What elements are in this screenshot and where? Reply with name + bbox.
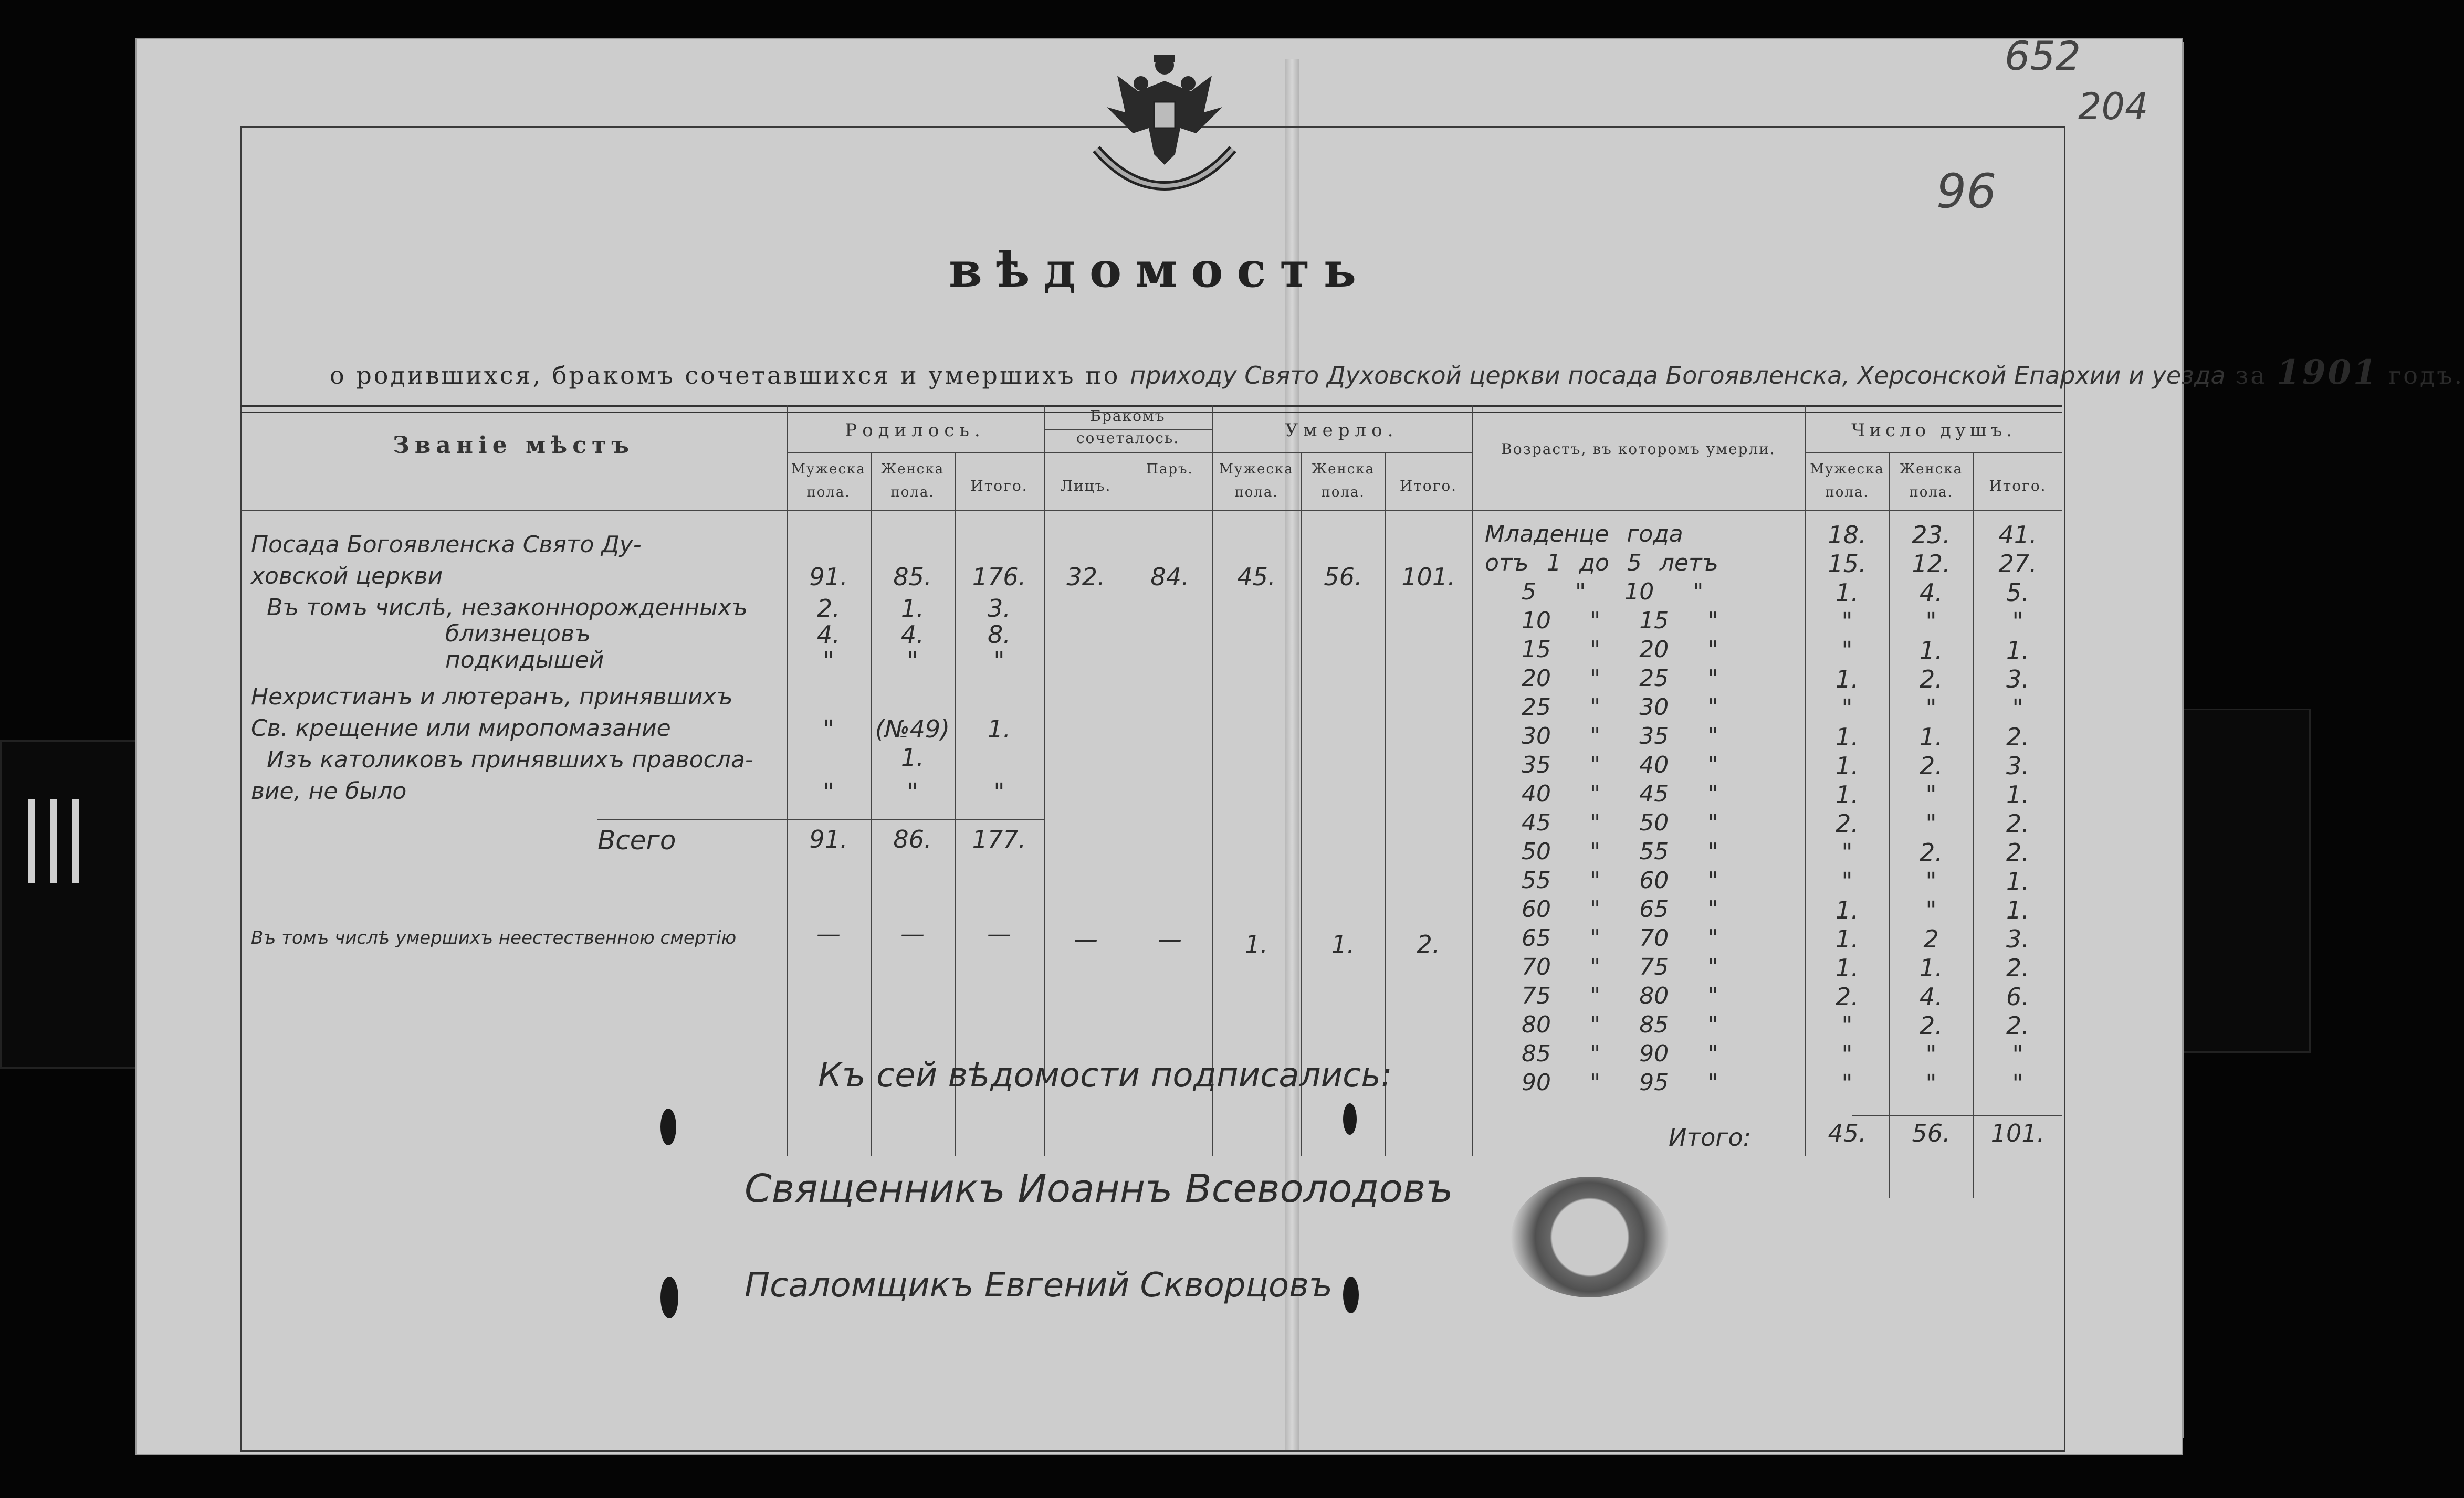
header-died-total: Итого. — [1399, 477, 1458, 494]
age-total: 2. — [2006, 838, 2029, 867]
subheader-rule — [1805, 452, 2062, 453]
archive-number-right: 204 — [2078, 85, 2148, 128]
age-male: " — [1841, 636, 1853, 664]
unnatural-born-female: — — [900, 920, 925, 948]
document-page — [135, 33, 2464, 1455]
age-total: " — [2012, 694, 2023, 722]
document-title: вѣдомость — [948, 241, 1370, 298]
row-born-t: " — [993, 778, 1005, 806]
age-female: 12. — [1912, 550, 1951, 578]
ink-blot — [660, 1109, 676, 1145]
age-range: 25 " 30 " — [1522, 694, 1718, 721]
header-age: Возрастъ, въ которомъ умерли. — [1501, 440, 1776, 458]
header-born-male: Мужеска пола. — [791, 461, 866, 501]
age-male: 1. — [1836, 578, 1859, 607]
ink-blot — [1343, 1277, 1359, 1313]
unnatural-label: Въ томъ числѣ умершихъ неестественною смертiю — [251, 927, 737, 948]
age-total: 41. — [1998, 521, 2037, 549]
age-total: " — [2012, 1069, 2023, 1098]
ages-total-label: Итого: — [1669, 1123, 1752, 1152]
col-divider — [1044, 405, 1045, 1156]
header-died: Умерло. — [1285, 420, 1399, 441]
age-female: " — [1925, 1069, 1937, 1098]
age-total: 3. — [2006, 752, 2029, 780]
header-place: Званiе мѣстъ — [392, 432, 634, 459]
age-total: 1. — [2006, 867, 2029, 895]
row-born-m: 4. — [817, 620, 840, 649]
header-born: Родилось. — [845, 420, 985, 441]
age-range: 85 " 90 " — [1522, 1040, 1718, 1067]
row-born-t: 3. — [988, 594, 1011, 623]
age-female: 23. — [1912, 521, 1951, 549]
age-range: 5 " 10 " — [1522, 578, 1704, 605]
age-total: 3. — [2006, 925, 2029, 953]
row-place: вие, не было — [251, 778, 407, 805]
header-married-persons: Лицъ. — [1060, 477, 1112, 494]
age-total: 1. — [2006, 780, 2029, 809]
age-male: 15. — [1828, 550, 1867, 578]
ages-total-male: 45. — [1828, 1119, 1867, 1147]
double-headed-eagle-emblem — [1075, 44, 1254, 202]
age-total: 6. — [2006, 983, 2029, 1011]
col-divider — [1301, 452, 1302, 1156]
age-female: 2. — [1920, 1011, 1943, 1040]
row-born-m: " — [823, 778, 834, 806]
row-born-m: 91. — [809, 563, 848, 591]
row-place: Изъ католиковъ принявшихъ правосла- — [267, 746, 753, 773]
row-place: ховской церкви — [251, 563, 443, 589]
age-male: 1. — [1836, 780, 1859, 809]
age-male: " — [1841, 1011, 1853, 1040]
header-souls-female: Женска пола. — [1899, 461, 1963, 501]
row-born-f: " — [907, 778, 918, 806]
age-range: 80 " 85 " — [1522, 1011, 1718, 1038]
age-female: " — [1925, 780, 1937, 809]
ink-blot — [660, 1277, 678, 1318]
psalmist-signature: Псаломщикъ Евгений Скворцовъ — [745, 1266, 1333, 1305]
age-range: 35 " 40 " — [1522, 752, 1718, 778]
age-female: 2. — [1920, 665, 1943, 693]
age-male: 1. — [1836, 665, 1859, 693]
parish-seal-stamp — [1511, 1177, 1669, 1297]
row-place: Св. крещение или миропомазание — [251, 715, 671, 742]
age-range: 45 " 50 " — [1522, 809, 1718, 836]
priest-signature: Священникъ Иоаннъ Всеволодовъ — [745, 1166, 1453, 1211]
archive-number-corner: 96 — [1936, 164, 1997, 219]
unnatural-born-total: — — [987, 920, 1011, 948]
row-born-t: 8. — [988, 620, 1011, 649]
age-male: 1. — [1836, 954, 1859, 982]
subtitle-parish-handwritten: приходу Свято Духовской церкви посада Богоявленска, Херсонской Епархии и уезда — [1130, 361, 2226, 389]
age-range: 20 " 25 " — [1522, 665, 1718, 692]
age-total: 2. — [2006, 809, 2029, 838]
ink-blot — [1343, 1103, 1357, 1135]
age-range: 90 " 95 " — [1522, 1069, 1718, 1096]
age-female: " — [1925, 809, 1937, 838]
ages-total-total: 101. — [1990, 1119, 2045, 1147]
row-place: Въ томъ числѣ, незаконнорожденныхъ — [267, 594, 748, 621]
age-total: 27. — [1998, 550, 2037, 578]
age-female: 1. — [1920, 723, 1943, 751]
unnatural-died-male: 1. — [1245, 930, 1268, 958]
age-male: 1. — [1836, 723, 1859, 751]
row-born-t: 1. — [988, 715, 1011, 743]
age-male: " — [1841, 838, 1853, 867]
age-female: " — [1925, 896, 1937, 924]
age-range: 40 " 45 " — [1522, 780, 1718, 807]
total-born-male: 91. — [809, 825, 848, 853]
age-male: 2. — [1836, 809, 1859, 838]
subtitle-za: за — [2235, 361, 2267, 389]
total-born-female: 86. — [893, 825, 932, 853]
row-born-m: " — [823, 647, 834, 675]
subtitle-printed-end: годъ. — [2388, 361, 2464, 389]
age-male: " — [1841, 1040, 1853, 1069]
row-born-f: (№49) 1. — [875, 715, 950, 772]
age-total: 2. — [2006, 954, 2029, 982]
col-divider — [1212, 437, 1213, 1156]
header-souls: Число душъ. — [1851, 420, 2016, 441]
header-born-female: Женска пола. — [880, 461, 945, 501]
header-souls-total: Итого. — [1989, 477, 2047, 494]
subheader-rule — [787, 452, 1472, 453]
row-born-t: " — [993, 647, 1005, 675]
total-label: Всего — [597, 825, 676, 856]
age-female: " — [1925, 867, 1937, 895]
col-divider — [1472, 405, 1473, 1156]
page-frame — [240, 126, 2065, 1452]
age-total: 2. — [2006, 723, 2029, 751]
age-range: 15 " 20 " — [1522, 636, 1718, 663]
row-place: близнецовъ — [445, 620, 591, 647]
age-male: " — [1841, 694, 1853, 722]
age-female: 2 — [1923, 925, 1939, 953]
age-male: 1. — [1836, 752, 1859, 780]
age-total: 3. — [2006, 665, 2029, 693]
header-married-pairs: Паръ. — [1146, 461, 1193, 477]
age-female: 1. — [1920, 636, 1943, 664]
age-range: 70 " 75 " — [1522, 954, 1718, 980]
unnatural-died-female: 1. — [1331, 930, 1355, 958]
age-male: " — [1841, 1069, 1853, 1098]
row-born-f: 4. — [901, 620, 924, 649]
age-range: отъ 1 до 5 летъ — [1485, 550, 1718, 576]
age-total: 1. — [2006, 896, 2029, 924]
age-female: " — [1925, 1040, 1937, 1069]
age-male: 18. — [1828, 521, 1867, 549]
age-male: 2. — [1836, 983, 1859, 1011]
age-range: 30 " 35 " — [1522, 723, 1718, 750]
total-born-total: 177. — [972, 825, 1026, 853]
age-female: 2. — [1920, 752, 1943, 780]
total-rule — [597, 819, 1044, 820]
age-female: 2. — [1920, 838, 1943, 867]
age-female: 1. — [1920, 954, 1943, 982]
row-pairs: 84. — [1150, 563, 1189, 591]
age-male: 1. — [1836, 896, 1859, 924]
row-died-m: 45. — [1237, 563, 1276, 591]
row-born-m: " — [823, 715, 834, 743]
archive-number-top: 652 — [2005, 33, 2081, 79]
row-born-t: 176. — [972, 563, 1026, 591]
age-male: " — [1841, 607, 1853, 636]
age-female: " — [1925, 694, 1937, 722]
age-range: 55 " 60 " — [1522, 867, 1718, 894]
row-persons: 32. — [1066, 563, 1105, 591]
age-female: 4. — [1920, 983, 1943, 1011]
age-range: Младенце года — [1485, 521, 1683, 547]
signing-note: Къ сей вѣдомости подписались: — [818, 1056, 1392, 1095]
age-range: 60 " 65 " — [1522, 896, 1718, 923]
age-total: 1. — [2006, 636, 2029, 664]
ages-total-rule — [1852, 1115, 2062, 1116]
header-died-male: Мужеска пола. — [1219, 461, 1294, 501]
age-total: 2. — [2006, 1011, 2029, 1040]
age-range: 10 " 15 " — [1522, 607, 1718, 634]
document-subtitle — [330, 353, 2464, 392]
age-male: 1. — [1836, 925, 1859, 953]
header-married: Бракомъ сочеталось. — [1076, 407, 1180, 447]
unnatural-married-persons: — — [1074, 925, 1098, 953]
unnatural-married-pairs: — — [1158, 925, 1182, 953]
age-range: 65 " 70 " — [1522, 925, 1718, 952]
col-divider — [1385, 452, 1386, 1156]
unnatural-born-male: — — [816, 920, 841, 948]
age-range: 50 " 55 " — [1522, 838, 1718, 865]
header-born-total: Итого. — [970, 477, 1028, 494]
row-place: Нехристианъ и лютеранъ, принявшихъ — [251, 683, 733, 710]
subtitle-printed-start: о родившихся, бракомъ сочетавшихся и умершихъ по — [330, 361, 1120, 389]
row-place: подкидышей — [445, 647, 604, 673]
age-male: " — [1841, 867, 1853, 895]
row-place: Посада Богоявленска Свято Ду- — [251, 531, 642, 558]
header-souls-male: Мужеска пола. — [1810, 461, 1884, 501]
header-died-female: Женска пола. — [1311, 461, 1375, 501]
row-died-t: 101. — [1401, 563, 1455, 591]
unnatural-died-total: 2. — [1417, 930, 1440, 958]
age-total: 5. — [2006, 578, 2029, 607]
age-range: 75 " 80 " — [1522, 983, 1718, 1009]
row-born-f: 1. — [901, 594, 924, 623]
age-female: 4. — [1920, 578, 1943, 607]
ages-total-female: 56. — [1912, 1119, 1951, 1147]
row-born-f: 85. — [893, 563, 932, 591]
row-born-m: 2. — [817, 594, 840, 623]
header-bottom-rule — [240, 510, 2062, 511]
age-total: " — [2012, 607, 2023, 636]
age-female: " — [1925, 607, 1937, 636]
row-born-f: " — [907, 647, 918, 675]
age-total: " — [2012, 1040, 2023, 1069]
subtitle-year: 1901 — [2277, 353, 2379, 392]
row-died-f: 56. — [1324, 563, 1362, 591]
